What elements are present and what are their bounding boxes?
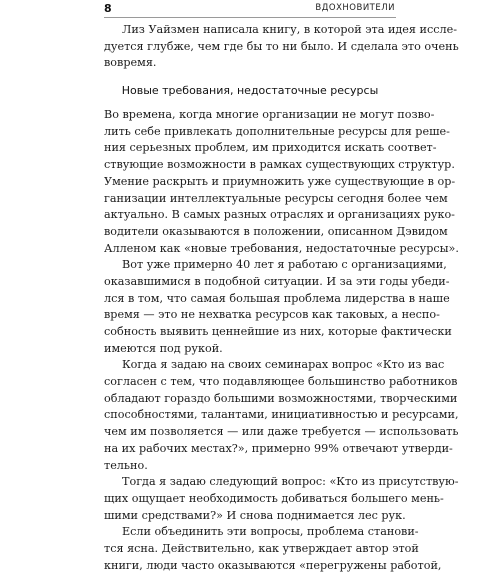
text-line: собность выявить ценнейшие из них, которые фактически — [104, 325, 452, 338]
text-line: книги, люди часто оказываются «перегружены работой, — [104, 558, 442, 572]
text-line: дуется глубже, чем где бы то ни было. И сделала это очень — [104, 39, 459, 53]
text-line: ганизации интеллектуальные ресурсы сегодня более чем — [104, 191, 448, 205]
page-number: 8 — [104, 2, 112, 15]
text-line: тся ясна. Действительно, как утверждает автор этой — [104, 541, 419, 555]
text-line: Лиз Уайзмен написала книгу, в которой эта идея иссле- — [122, 23, 458, 36]
text-line: шими средствами?» И снова поднимается лес рук. — [104, 508, 406, 522]
text-line: оказавшимися в подобной ситуации. И за эти годы убеди- — [104, 274, 450, 288]
page-body — [104, 22, 459, 574]
text-line: Во времена, когда многие организации не могут позво- — [104, 108, 435, 122]
text-line: Тогда я задаю следующий вопрос: «Кто из присутствую- — [122, 475, 459, 489]
header-rule — [104, 17, 396, 18]
intro-paragraph — [104, 22, 459, 72]
text-line: на их рабочих местах?», примерно 99% отвечают утверди- — [104, 441, 453, 455]
paragraph-combine — [104, 524, 442, 574]
text-line: согласен с тем, что подавляющее большинство работников — [104, 375, 458, 389]
paragraph-forty-years — [104, 257, 452, 357]
text-line: Алленом как «новые требования, недостаточные ресурсы». — [104, 241, 459, 255]
paragraph-seminar-question — [104, 357, 459, 474]
text-line: вовремя. — [104, 56, 157, 70]
text-line: способностями, талантами, инициативностью и ресурсами, — [104, 408, 459, 422]
text-line: Вот уже примерно 40 лет я работаю с организациями, — [122, 258, 447, 272]
text-line: время — это не нехватка ресурсов как таковых, а неспо- — [104, 308, 440, 322]
text-line: обладают гораздо большими возможностями, творческими — [104, 391, 458, 405]
text-line: тельно. — [104, 458, 148, 472]
text-line: Умение раскрыть и приумножить уже существующие в ор- — [104, 174, 456, 188]
paragraph-resources — [104, 107, 459, 257]
page-header — [0, 0, 500, 18]
text-line: Когда я задаю на своих семинарах вопрос «Кто из вас — [122, 358, 445, 372]
text-line: чем им позволяется — или даже требуется — использовать — [104, 425, 459, 439]
text-line: актуально. В самых разных отраслях и организациях руко- — [104, 208, 455, 222]
paragraph-next-question — [104, 474, 459, 524]
running-title: ВДОХНОВИТЕЛИ — [315, 3, 395, 13]
text-line: лить себе привлекать дополнительные ресурсы для реше- — [104, 124, 450, 138]
text-line: Если объединить эти вопросы, проблема станови- — [122, 525, 419, 539]
text-line: щих ощущает необходимость добиваться большего мень- — [104, 491, 444, 505]
text-line: ния серьезных проблем, им приходится искать соответ- — [104, 141, 437, 155]
text-line: водители оказываются в положении, описанном Дэвидом — [104, 224, 448, 238]
text-line: лся в том, что самая большая проблема лидерства в наше — [104, 291, 450, 305]
section-heading: Новые требования, недостаточные ресурсы — [121, 84, 379, 98]
text-line: ствующие возможности в рамках существующих структур. — [104, 158, 455, 172]
text-line: имеются под рукой. — [104, 341, 223, 355]
